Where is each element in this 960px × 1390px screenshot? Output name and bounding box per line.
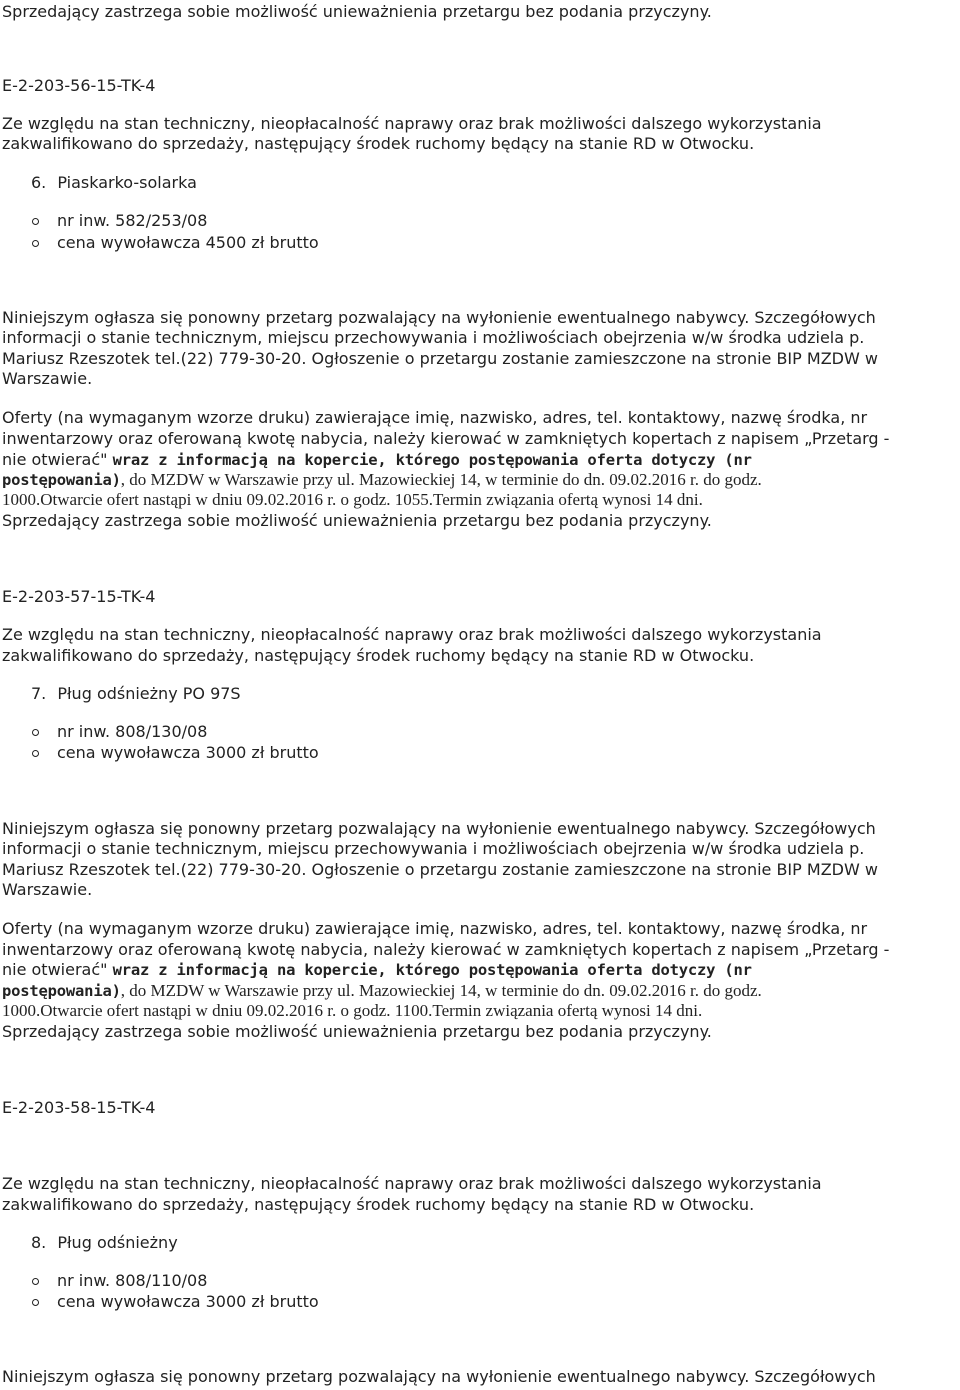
bullet-icon	[32, 729, 39, 736]
inventory-number: nr inw. 808/130/08	[57, 722, 208, 741]
closing-line: Sprzedający zastrzega sobie możliwość unieważnienia przetargu bez podania przyczyny.	[2, 1022, 712, 1041]
contact-person: Mariusz Rzeszotek tel.(22) 779-30-20.	[2, 349, 307, 368]
item-heading	[31, 684, 241, 704]
notice-line: Mariusz Rzeszotek tel.(22) 779-30-20. Ogłoszenie o przetargu zostanie zamieszczone na stronie BIP MZDW w	[2, 860, 878, 879]
starting-price: cena wywoławcza 4500 zł brutto	[57, 233, 319, 252]
notice-line: Niniejszym ogłasza się ponowny przetarg pozwalający na wyłonienie ewentualnego nabywcy. Szczegółowych	[2, 1367, 876, 1386]
bullet-icon	[32, 1278, 39, 1285]
offers-line: inwentarzowy oraz oferowaną kwotę nabycia, należy kierować w zamkniętych kopertach z napisem „Przetarg -	[2, 940, 890, 959]
offers-line: 1000.Otwarcie ofert nastąpi w dniu 09.02.2016 r. o godz. 1055.Termin związania ofertą wynosi 14 dni.	[2, 490, 703, 509]
item-number: 6.	[31, 173, 47, 192]
closing-line: Sprzedający zastrzega sobie możliwość unieważnienia przetargu bez podania przyczyny.	[2, 2, 712, 21]
section-code: E-2-203-58-15-TK-4	[2, 1098, 156, 1117]
offers-line: nie otwierać" wraz z informacją na kopercie, którego postępowania oferta dotyczy (nr	[2, 960, 752, 979]
notice-line: Warszawie.	[2, 880, 93, 899]
bullet-icon	[32, 1299, 39, 1306]
item-heading	[31, 173, 197, 193]
offers-line: nie otwierać" wraz z informacją na kopercie, którego postępowania oferta dotyczy (nr	[2, 450, 752, 469]
intro-line: Ze względu na stan techniczny, nieopłacalność naprawy oraz brak możliwości dalszego wykorzystania	[2, 1174, 822, 1193]
item-number: 8.	[31, 1233, 47, 1252]
inventory-number: nr inw. 808/110/08	[57, 1271, 208, 1290]
notice-line: Niniejszym ogłasza się ponowny przetarg pozwalający na wyłonienie ewentualnego nabywcy. Szczegółowych	[2, 819, 876, 838]
contact-person: Mariusz Rzeszotek tel.(22) 779-30-20.	[2, 860, 307, 879]
bullet-icon	[32, 218, 39, 225]
bold-note: postępowania)	[2, 982, 121, 1000]
intro-line: zakwalifikowano do sprzedaży, następujący środek ruchomy będący na stanie RD w Otwocku.	[2, 134, 755, 153]
item-number: 7.	[31, 684, 47, 703]
offers-line: postępowania), do MZDW w Warszawie przy ul. Mazowieckiej 14, w terminie do dn. 09.02.2016 r. do godz.	[2, 981, 762, 1000]
intro-line: Ze względu na stan techniczny, nieopłacalność naprawy oraz brak możliwości dalszego wykorzystania	[2, 114, 822, 133]
bullet-icon	[32, 750, 39, 757]
offers-line: inwentarzowy oraz oferowaną kwotę nabycia, należy kierować w zamkniętych kopertach z napisem „Przetarg -	[2, 429, 890, 448]
closing-line: Sprzedający zastrzega sobie możliwość unieważnienia przetargu bez podania przyczyny.	[2, 511, 712, 530]
bold-note: postępowania)	[2, 471, 121, 489]
item-name: Pług odśnieżny	[57, 1233, 178, 1252]
bullet-icon	[32, 240, 39, 247]
item-heading	[31, 1233, 178, 1253]
intro-line: zakwalifikowano do sprzedaży, następujący środek ruchomy będący na stanie RD w Otwocku.	[2, 1195, 755, 1214]
inventory-number: nr inw. 582/253/08	[57, 211, 208, 230]
intro-line: zakwalifikowano do sprzedaży, następujący środek ruchomy będący na stanie RD w Otwocku.	[2, 646, 755, 665]
bold-note: wraz z informacją na kopercie, którego postępowania oferta dotyczy (nr	[112, 961, 752, 979]
offers-line: postępowania), do MZDW w Warszawie przy ul. Mazowieckiej 14, w terminie do dn. 09.02.2016 r. do godz.	[2, 470, 762, 489]
offers-line: 1000.Otwarcie ofert nastąpi w dniu 09.02.2016 r. o godz. 1100.Termin związania ofertą wynosi 14 dni.	[2, 1001, 703, 1020]
starting-price: cena wywoławcza 3000 zł brutto	[57, 1292, 319, 1311]
starting-price: cena wywoławcza 3000 zł brutto	[57, 743, 319, 762]
notice-line: informacji o stanie technicznym, miejscu przechowywania i możliwościach obejrzenia w/w środka udziela p.	[2, 839, 865, 858]
offers-line: Oferty (na wymaganym wzorze druku) zawierające imię, nazwisko, adres, tel. kontaktowy, nazwę środka, nr	[2, 408, 868, 427]
notice-line: Niniejszym ogłasza się ponowny przetarg pozwalający na wyłonienie ewentualnego nabywcy. Szczegółowych	[2, 308, 876, 327]
notice-line: Mariusz Rzeszotek tel.(22) 779-30-20. Ogłoszenie o przetargu zostanie zamieszczone na stronie BIP MZDW w	[2, 349, 878, 368]
item-name: Pług odśnieżny PO 97S	[57, 684, 241, 703]
bold-note: wraz z informacją na kopercie, którego postępowania oferta dotyczy (nr	[112, 451, 752, 469]
notice-line: informacji o stanie technicznym, miejscu przechowywania i możliwościach obejrzenia w/w środka udziela p.	[2, 328, 865, 347]
section-code: E-2-203-56-15-TK-4	[2, 76, 156, 95]
intro-line: Ze względu na stan techniczny, nieopłacalność naprawy oraz brak możliwości dalszego wykorzystania	[2, 625, 822, 644]
notice-line: Warszawie.	[2, 369, 93, 388]
item-name: Piaskarko-solarka	[57, 173, 197, 192]
offers-line: Oferty (na wymaganym wzorze druku) zawierające imię, nazwisko, adres, tel. kontaktowy, nazwę środka, nr	[2, 919, 868, 938]
section-code: E-2-203-57-15-TK-4	[2, 587, 156, 606]
